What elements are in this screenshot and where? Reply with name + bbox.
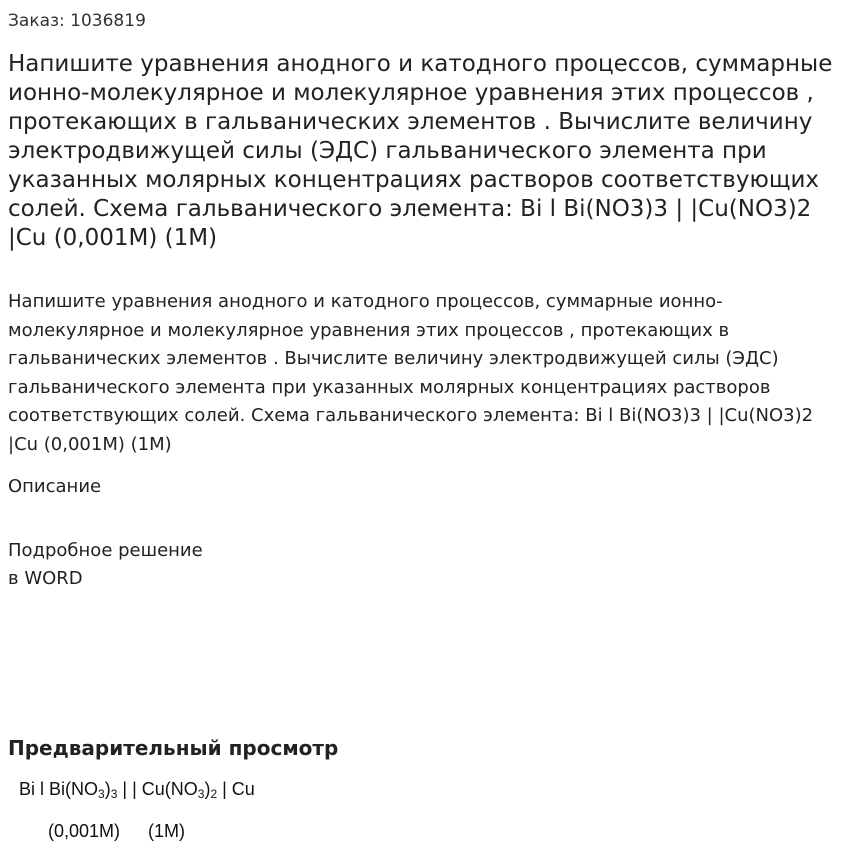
- formula-part: Bi l Bi(NO: [19, 779, 99, 799]
- page-title: Напишите уравнения анодного и катодного процессов, суммарные ионно-молекулярное и молекулярное уравнения этих процессов , протекающих в гальванических элементов . Вычислите величину электродвижущей силы (ЭДС) гальванического элемента при указанных молярных концентрациях растворов соответствующих солей. Схема гальванического элемента: Bi l Bi(NO3)3 | |Cu(NO3)2 |Cu (0,001M) (1M): [8, 51, 833, 251]
- formula-part: | Cu: [217, 779, 255, 799]
- formula-subscript: 3: [110, 787, 118, 801]
- preview-concentrations: [48, 818, 185, 844]
- formula-subscript: 3: [197, 787, 205, 801]
- solution-line-2: в WORD: [8, 568, 83, 589]
- solution-info: [8, 537, 203, 593]
- preview-formula: [19, 776, 255, 802]
- concentration-1: (0,001M): [48, 821, 121, 841]
- description-label: Описание: [8, 476, 102, 497]
- solution-line-1: Подробное решение: [8, 540, 203, 561]
- formula-part: | | Cu(NO: [117, 779, 198, 799]
- formula-subscript: 2: [210, 787, 218, 801]
- order-number: Заказ: 1036819: [8, 11, 146, 31]
- concentration-2: (1M): [148, 821, 186, 841]
- formula-part: ): [104, 779, 111, 799]
- formula-subscript: 3: [98, 787, 105, 801]
- task-description: Напишите уравнения анодного и катодного процессов, суммарные ионно-молекулярное и молекулярное уравнения этих процессов , протекающих в гальванических элементов . Вычислите величину электродвижущей силы (ЭДС) гальванического элемента при указанных молярных концентрациях растворов соответствующих солей. Схема гальванического элемента: Bi l Bi(NO3)3 | |Cu(NO3)2 |Cu (0,001M) (1M): [8, 291, 814, 455]
- preview-heading: Предварительный просмотр: [8, 736, 339, 760]
- formula-part: ): [204, 779, 211, 799]
